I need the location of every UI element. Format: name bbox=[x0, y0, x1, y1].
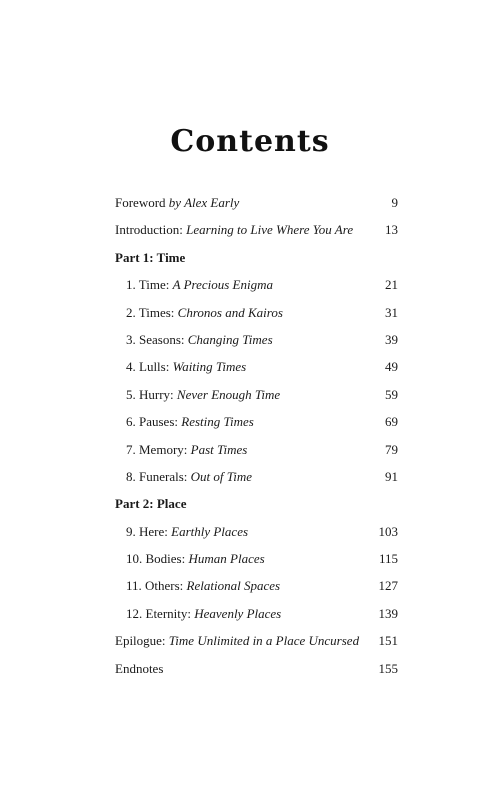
toc-entry bbox=[115, 329, 398, 356]
toc-entry-title bbox=[115, 630, 359, 652]
toc-entry-label: Introduction: bbox=[115, 222, 183, 238]
toc-entry bbox=[115, 302, 398, 329]
toc-entry-label: Part 2: Place bbox=[115, 496, 187, 512]
toc-entry-title bbox=[115, 575, 280, 597]
toc-entry bbox=[115, 274, 398, 301]
toc-entry-subtitle: Changing Times bbox=[187, 331, 273, 347]
toc-entry-subtitle: Learning to Live Where You Are bbox=[186, 222, 354, 238]
toc-entry-label: 7. Memory: bbox=[126, 441, 188, 457]
toc-entry bbox=[115, 603, 398, 630]
toc-entry-subtitle: Time Unlimited in a Place Uncursed bbox=[168, 633, 360, 649]
toc-entry bbox=[115, 466, 398, 493]
toc-entry-subtitle: Never Enough Time bbox=[176, 386, 281, 402]
toc-entry-subtitle: Out of Time bbox=[190, 468, 253, 484]
toc-entry bbox=[115, 630, 398, 657]
toc-entry-title bbox=[115, 521, 248, 543]
toc-entry-label: 2. Times: bbox=[126, 304, 175, 320]
toc-entry-label: 8. Funerals: bbox=[126, 468, 188, 484]
toc-entry-subtitle: by Alex Early bbox=[168, 195, 240, 210]
table-of-contents bbox=[115, 192, 398, 685]
toc-entry-title bbox=[115, 603, 281, 625]
toc-entry-title bbox=[115, 658, 163, 680]
toc-entry bbox=[115, 384, 398, 411]
toc-entry-label: 5. Hurry: bbox=[126, 386, 174, 402]
toc-page-number: 31 bbox=[385, 304, 398, 320]
toc-entry-subtitle: Relational Spaces bbox=[186, 578, 281, 594]
contents-title: Contents bbox=[170, 124, 330, 159]
toc-entry-subtitle: Heavenly Places bbox=[194, 605, 282, 621]
toc-entry bbox=[115, 219, 398, 246]
toc-entry bbox=[115, 575, 398, 602]
toc-entry-title bbox=[115, 274, 273, 296]
toc-entry-label: 12. Eternity: bbox=[126, 605, 191, 621]
toc-entry-label: 3. Seasons: bbox=[126, 331, 185, 347]
toc-entry-subtitle: Human Places bbox=[188, 551, 265, 567]
toc-page-number: 151 bbox=[378, 633, 398, 649]
toc-entry-label: 10. Bodies: bbox=[126, 551, 186, 567]
toc-entry-title bbox=[115, 302, 283, 324]
toc-page-number: 13 bbox=[385, 222, 398, 238]
toc-entry bbox=[115, 658, 398, 685]
toc-entry-title bbox=[115, 329, 273, 351]
toc-part-heading bbox=[115, 247, 398, 274]
toc-page-number: 79 bbox=[385, 441, 398, 457]
toc-entry bbox=[115, 411, 398, 438]
toc-entry-title bbox=[115, 411, 254, 433]
toc-entry-subtitle: Waiting Times bbox=[172, 359, 247, 375]
toc-entry-label: 1. Time: bbox=[126, 277, 170, 293]
toc-part-heading bbox=[115, 493, 398, 520]
toc-page-number: 139 bbox=[378, 605, 398, 621]
toc-entry-subtitle: Earthly Places bbox=[171, 523, 249, 539]
toc-entry-subtitle: Past Times bbox=[190, 441, 248, 457]
toc-page-number: 115 bbox=[378, 551, 398, 567]
toc-entry-title bbox=[115, 466, 252, 488]
toc-entry bbox=[115, 192, 398, 219]
toc-entry bbox=[115, 521, 398, 548]
toc-entry-subtitle: A Precious Enigma bbox=[172, 277, 273, 293]
toc-page-number: 103 bbox=[378, 523, 398, 539]
toc-page-number: 155 bbox=[378, 660, 398, 676]
toc-page-number: 127 bbox=[378, 578, 398, 594]
toc-entry-label: 4. Lulls: bbox=[126, 359, 170, 375]
toc-entry-title bbox=[115, 384, 280, 406]
toc-entry-label: 11. Others: bbox=[126, 578, 184, 594]
toc-entry-title bbox=[115, 219, 353, 241]
toc-page-number: 39 bbox=[385, 331, 398, 347]
toc-entry-subtitle: Chronos and Kairos bbox=[177, 304, 283, 320]
toc-entry-title bbox=[115, 192, 239, 214]
toc-entry-title bbox=[115, 356, 246, 378]
toc-entry-subtitle: Resting Times bbox=[181, 414, 254, 430]
toc-entry bbox=[115, 356, 398, 383]
toc-page-number: 59 bbox=[385, 386, 398, 402]
toc-page-number: 69 bbox=[385, 414, 398, 430]
toc-entry bbox=[115, 548, 398, 575]
toc-page-number: 91 bbox=[385, 468, 398, 484]
toc-entry-label: Epilogue: bbox=[115, 633, 166, 649]
toc-page-number: 9 bbox=[391, 195, 398, 210]
toc-entry-title bbox=[115, 548, 265, 570]
toc-entry-label: Foreword bbox=[115, 195, 166, 210]
toc-entry-label: 6. Pauses: bbox=[126, 414, 178, 430]
toc-entry-title bbox=[115, 247, 185, 269]
toc-entry-title bbox=[115, 493, 186, 515]
toc-page-number: 21 bbox=[385, 277, 398, 293]
toc-entry bbox=[115, 439, 398, 466]
toc-entry-label: Endnotes bbox=[115, 660, 164, 676]
toc-page-number: 49 bbox=[385, 359, 398, 375]
toc-entry-label: 9. Here: bbox=[126, 523, 168, 539]
toc-entry-title bbox=[115, 439, 247, 461]
toc-entry-label: Part 1: Time bbox=[115, 249, 186, 265]
